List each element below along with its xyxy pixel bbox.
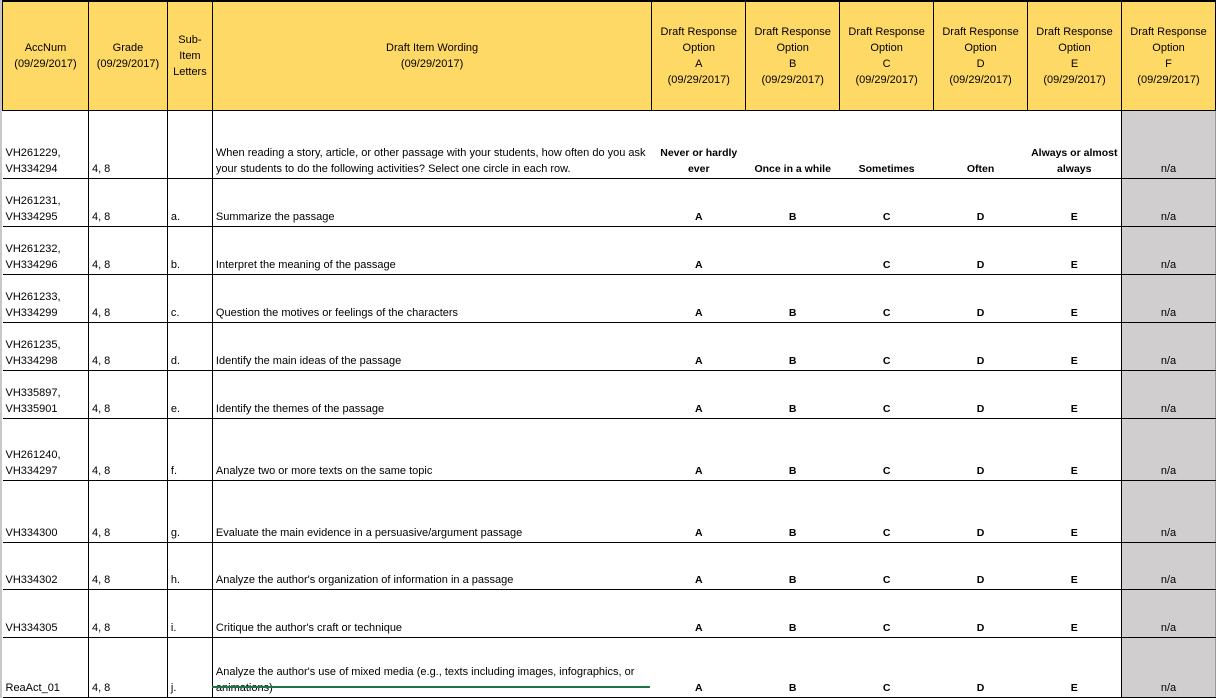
option-c-cell[interactable]: Sometimes [840,111,934,179]
wording-cell[interactable]: Summarize the passage [212,179,651,227]
header-grade[interactable] [88,1,167,111]
option-c-cell[interactable]: C [840,419,934,481]
grade-cell[interactable]: 4, 8 [88,543,167,590]
header-label: Draft Response [754,26,831,38]
header-label: (09/29/2017) [1043,74,1106,86]
option-d-cell[interactable]: D [934,275,1028,323]
option-e-cell[interactable]: E [1028,638,1122,698]
option-f-cell[interactable]: n/a [1121,111,1215,179]
option-b-cell[interactable]: B [746,543,840,590]
option-b-cell[interactable]: Once in a while [746,111,840,179]
wording-cell[interactable]: Analyze the author's use of mixed media (e.g., texts including images, infographics, or animations) [212,638,651,698]
table-row [3,371,1216,419]
option-b-cell[interactable]: B [746,419,840,481]
accnum-cell[interactable]: VH334305 [3,590,89,638]
option-a-cell[interactable]: A [652,227,746,275]
option-b-cell[interactable]: B [746,638,840,698]
option-e-cell[interactable]: E [1028,323,1122,371]
option-a-cell[interactable]: A [652,323,746,371]
option-b-cell[interactable]: B [746,179,840,227]
header-subitem[interactable] [167,1,212,111]
header-label: Option [964,42,997,54]
table-row [3,275,1216,323]
wording-cell[interactable]: When reading a story, article, or other passage with your students, how often do you ask your students to do the following activities? Select one circle in each row. [212,111,651,179]
header-label: Item [179,50,201,62]
option-b-cell[interactable]: B [746,323,840,371]
grade-cell[interactable]: 4, 8 [88,275,167,323]
option-c-cell[interactable]: C [840,227,934,275]
header-option-a[interactable] [652,1,746,111]
header-label: Option [1152,42,1185,54]
header-label: Grade [112,42,144,54]
subitem-cell[interactable]: d. [167,323,212,371]
header-label: Option [776,42,809,54]
option-a-cell[interactable]: A [652,275,746,323]
option-e-cell[interactable]: Always or almost always [1028,111,1122,179]
option-d-cell[interactable]: D [934,481,1028,543]
option-c-cell[interactable]: C [840,638,934,698]
option-c-cell[interactable]: C [840,371,934,419]
wording-cell[interactable]: Evaluate the main evidence in a persuasive/argument passage [212,481,651,543]
header-label: D [976,58,985,70]
header-label: (09/29/2017) [949,74,1012,86]
header-label: Option [1058,42,1091,54]
option-c-cell[interactable]: C [840,179,934,227]
header-label: AccNum [24,42,67,54]
wording-cell[interactable]: Question the motives or feelings of the characters [212,275,651,323]
header-option-c[interactable] [840,1,934,111]
subitem-cell[interactable]: b. [167,227,212,275]
accnum-cell[interactable]: VH261231, VH334295 [3,179,89,227]
option-a-cell[interactable]: A [652,543,746,590]
wording-cell[interactable]: Analyze two or more texts on the same topic [212,419,651,481]
header-label: Draft Response [942,26,1019,38]
table-row [3,111,1216,179]
option-c-cell[interactable]: C [840,590,934,638]
header-option-d[interactable] [934,1,1028,111]
option-d-cell[interactable]: D [934,590,1028,638]
header-label: B [789,58,797,70]
option-e-cell[interactable]: E [1028,371,1122,419]
option-a-cell[interactable]: A [652,638,746,698]
header-label: F [1165,58,1172,70]
accnum-cell[interactable]: VH334302 [3,543,89,590]
grade-cell[interactable]: 4, 8 [88,227,167,275]
option-f-cell[interactable]: n/a [1121,419,1215,481]
header-label: (09/29/2017) [1137,74,1200,86]
header-wording[interactable] [212,1,651,111]
wording-cell[interactable]: Analyze the author's organization of information in a passage [212,543,651,590]
table-row [3,481,1216,543]
grade-cell[interactable]: 4, 8 [88,481,167,543]
grade-cell[interactable]: 4, 8 [88,111,167,179]
option-d-cell[interactable]: D [934,638,1028,698]
option-d-cell[interactable]: Often [934,111,1028,179]
option-a-cell[interactable]: Never or hardly ever [652,111,746,179]
table-row [3,590,1216,638]
subitem-cell[interactable]: c. [167,275,212,323]
table-row [3,543,1216,590]
header-date: (09/29/2017) [14,58,77,70]
option-a-cell[interactable]: A [652,371,746,419]
grade-cell[interactable]: 4, 8 [88,590,167,638]
accnum-cell[interactable]: VH335897, VH335901 [3,371,89,419]
option-f-cell[interactable]: n/a [1121,323,1215,371]
header-label: Sub- [178,34,202,46]
wording-cell[interactable]: Identify the themes of the passage [212,371,651,419]
wording-cell[interactable]: Identify the main ideas of the passage [212,323,651,371]
option-a-cell[interactable]: A [652,419,746,481]
header-label: C [882,58,891,70]
option-d-cell[interactable]: D [934,227,1028,275]
header-label: (09/29/2017) [855,74,918,86]
accnum-cell[interactable]: VH261232, VH334296 [3,227,89,275]
option-a-cell[interactable]: A [652,590,746,638]
option-e-cell[interactable]: E [1028,419,1122,481]
header-label: Letters [173,66,207,78]
option-a-cell[interactable]: A [652,179,746,227]
header-label: Draft Response [660,26,737,38]
subitem-cell[interactable] [167,111,212,179]
wording-cell[interactable]: Interpret the meaning of the passage [212,227,651,275]
option-c-cell[interactable]: C [840,543,934,590]
header-date: (09/29/2017) [96,58,160,70]
subitem-cell[interactable]: g. [167,481,212,543]
wording-cell[interactable]: Critique the author's craft or technique [212,590,651,638]
item-table [2,0,1216,698]
option-c-cell[interactable]: C [840,323,934,371]
option-b-cell[interactable]: B [746,371,840,419]
accnum-cell[interactable]: VH261233, VH334299 [3,275,89,323]
grade-cell[interactable]: 4, 8 [88,638,167,698]
option-e-cell[interactable]: E [1028,590,1122,638]
option-a-cell[interactable]: A [652,481,746,543]
subitem-cell[interactable]: a. [167,179,212,227]
grade-cell[interactable]: 4, 8 [88,419,167,481]
accnum-cell[interactable]: VH334300 [3,481,89,543]
option-f-cell[interactable]: n/a [1121,371,1215,419]
header-label: E [1070,58,1079,70]
option-b-cell[interactable] [746,227,840,275]
option-c-cell[interactable]: C [840,481,934,543]
grade-cell[interactable]: 4, 8 [88,371,167,419]
header-label: Draft Response [848,26,925,38]
subitem-cell[interactable]: h. [167,543,212,590]
option-e-cell[interactable]: E [1028,275,1122,323]
header-label: A [695,58,703,70]
option-e-cell[interactable]: E [1028,481,1122,543]
subitem-cell[interactable]: e. [167,371,212,419]
option-e-cell[interactable]: E [1028,227,1122,275]
option-d-cell[interactable]: D [934,371,1028,419]
header-option-e[interactable] [1028,1,1122,111]
table-row [3,323,1216,371]
table-row [3,179,1216,227]
option-b-cell[interactable]: B [746,481,840,543]
option-b-cell[interactable]: B [746,590,840,638]
subitem-cell[interactable]: i. [167,590,212,638]
header-label: Draft Item Wording [386,42,479,54]
header-option-b[interactable] [746,1,840,111]
option-f-cell[interactable]: n/a [1121,590,1215,638]
option-f-cell[interactable]: n/a [1121,638,1215,698]
header-option-f[interactable] [1121,1,1215,111]
option-f-cell[interactable]: n/a [1121,227,1215,275]
header-label: Option [870,42,903,54]
header-label: Draft Response [1036,26,1113,38]
grade-cell[interactable]: 4, 8 [88,179,167,227]
option-b-cell[interactable]: B [746,275,840,323]
option-d-cell[interactable]: D [934,543,1028,590]
header-label: Option [682,42,715,54]
option-f-cell[interactable]: n/a [1121,481,1215,543]
grade-cell[interactable]: 4, 8 [88,323,167,371]
table-row [3,419,1216,481]
header-label: (09/29/2017) [667,74,730,86]
accnum-cell[interactable]: VH261235, VH334298 [3,323,89,371]
table-row [3,227,1216,275]
option-f-cell[interactable]: n/a [1121,179,1215,227]
subitem-cell[interactable]: f. [167,419,212,481]
header-label: Draft Response [1130,26,1207,38]
accnum-cell[interactable]: VH261240, VH334297 [3,419,89,481]
option-d-cell[interactable]: D [934,419,1028,481]
header-accnum[interactable] [3,1,89,111]
option-d-cell[interactable]: D [934,179,1028,227]
option-d-cell[interactable]: D [934,323,1028,371]
header-label: (09/29/2017) [761,74,824,86]
accnum-cell[interactable]: ReaAct_01 [3,638,89,698]
header-date: (09/29/2017) [400,58,464,70]
header-row [3,1,1216,111]
option-f-cell[interactable]: n/a [1121,275,1215,323]
option-e-cell[interactable]: E [1028,543,1122,590]
option-c-cell[interactable]: C [840,275,934,323]
subitem-cell[interactable]: j. [167,638,212,698]
option-f-cell[interactable]: n/a [1121,543,1215,590]
accnum-cell[interactable]: VH261229, VH334294 [3,111,89,179]
option-e-cell[interactable]: E [1028,179,1122,227]
